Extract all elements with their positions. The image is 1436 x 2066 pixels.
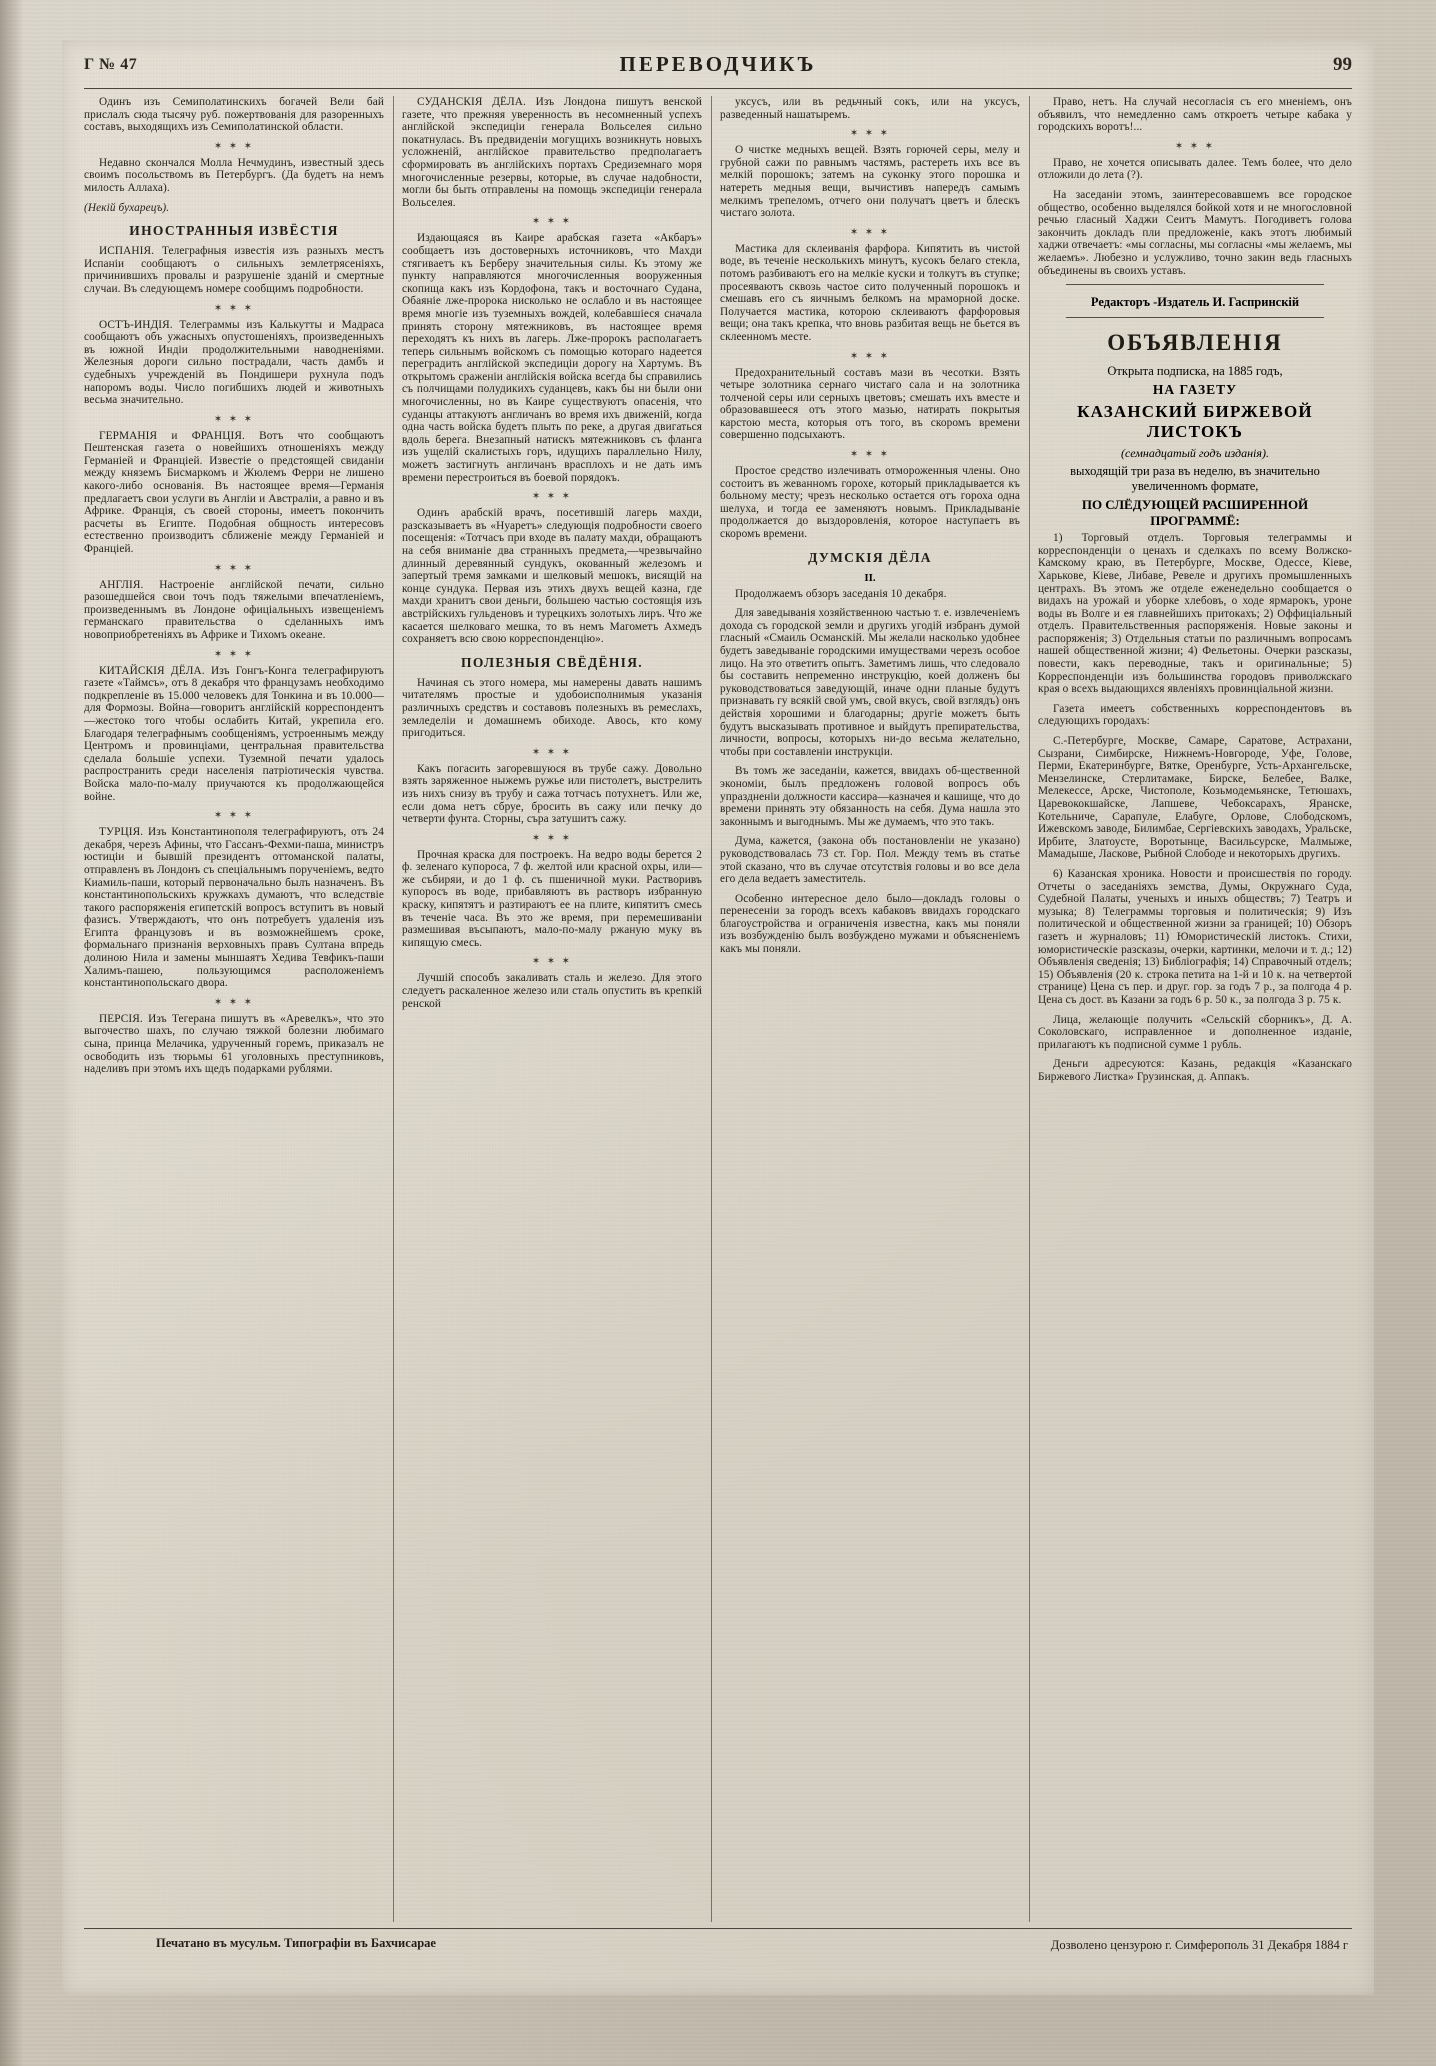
advertised-newspaper-title: КАЗАНСКИЙ БИРЖЕВОЙ ЛИСТОКЪ: [1077, 402, 1313, 442]
article-paragraph: ИСПАНІЯ. Телеграфныя известія изъ разныхъ местъ Испаніи сообщаютъ о сильныхъ землетрясеніяхъ, причинившихъ провалы и разрушеніе зданій и смертные случаи. Въ следующемъ номере сообщимъ подробности.: [84, 245, 384, 295]
advert-paragraph: Газета имеетъ собственныхъ корреспондентовъ въ следующихъ городахъ:: [1038, 702, 1352, 728]
editor-publisher-line: Редакторъ -Издатель И. Гаспринскій: [1090, 295, 1300, 310]
publication-year-note: (семнадцатый годъ изданія).: [1121, 446, 1269, 461]
columns-container: [84, 96, 1352, 1922]
advert-address: Деньги адресуются: Казань, редакція «Казанскаго Биржевого Листка» Грузинская, д. Аппакъ.: [1038, 1058, 1352, 1083]
ornament-stars: ✶ ✶ ✶: [213, 562, 255, 574]
advert-paragraph: 1) Торговый отделъ. Торговыя телеграммы и корреспонденціи о ценахъ и сделкахъ по всему Волжско-Камскому краю, въ Петербурге, Москве, Одессе, Кіеве, Харькове, Кіеве, Либаве, Ревеле и другихъ промышленныхъ центрахъ. Въ этомъ же отделе еженедельно сообщается о видахъ на урожай и уборке хлебовъ, о ходе ярмарокъ, уроне воды въ Волге и ея главнейшихъ притокахъ; 2) Оффиціальный отделъ. Правительственныя распоряженія. Новые законы и распоряженія; 3) Отдельныя статьи по различнымъ вопросамъ нашей общественной жизни; 4) Фельетоны. Очерки разсказы, повести, какъ переводные, такъ и оригинальные; 5) Корреспонденціи изъ большинства городовъ приволжскаго края о всехъ выдающихся явленіяхъ провинціальной жизни.: [1038, 532, 1352, 696]
advert-paragraph: Лица, желающіе получить «Сельскій сборникъ», Д. А. Соколовскаго, исправленное и дополненное изданіе, прилагаютъ къ подписной сумме 1 рубль.: [1038, 1013, 1352, 1051]
printing-house-note: Печатано въ мусульм. Типографіи въ Бахчисарае: [156, 1936, 436, 1950]
column-divider: [1029, 96, 1030, 1922]
article-paragraph: Мастика для склеиванія фарфора. Кипятить въ чистой воде, въ теченіе несколькихъ минутъ, кусокъ белаго стекла, потомъ разбиваютъ его на мелкіе куски и толкутъ въ ступке; просеяваютъ сквозь частое сито полученный порошокъ и смешавъ его съ яичнымъ белкомъ на мраморной доске. Получается мастика, которою склеиваютъ фарфоровыя вещи; она такъ крепка, что вновь разбитая вещь не бьется въ склеенномъ месте.: [720, 242, 1020, 343]
issue-number: Г № 47: [84, 56, 138, 73]
article-paragraph: Простое средство излечивать отмороженныя члены. Оно состоитъ въ жеванномъ горохе, который прикладывается къ больному месту; чрезъ несколько остается отъ гороха одна шелуха, и тогда ее заменяютъ новымъ. Прикладываніе продолжается до выздоровленія, которое наступаетъ въ скоромъ времени.: [720, 465, 1020, 541]
article-paragraph: КИТАЙСКІЯ ДЁЛА. Изъ Гонгъ-Конга телеграфируютъ газете «Таймсъ», отъ 8 декабря что французамъ необходимо подкрепленіе въ 15.000 человекъ для Тонкина и въ 10.000—для Формозы. Война—говоритъ англійскій корреспондентъ—жестоко того чтобы ослабить Китай, укрепила его. Благодаря телеграфнымъ сообщеніямъ, устроеннымъ между Центромъ и провинціами, центральная правительства сделала большіе успехи. Туземной печати удалось распространить среди населенія патріотическія чувства. Войска мало-по-малу приучаются къ продолжающейся войне.: [84, 664, 384, 803]
column-2: [402, 96, 702, 1922]
article-paragraph: Продолжаемъ обзоръ заседанія 10 декабря.: [735, 587, 947, 600]
ornament-stars: ✶ ✶ ✶: [531, 216, 573, 228]
article-paragraph: Издающаяся въ Каире арабская газета «Акбаръ» сообщаетъ изъ достоверныхъ источниковъ, что Махди стягиваетъ къ Берберу значительныя силы. Къ этому же пункту направляются многочисленныя вооруженныя скопища какъ изъ Кордофона, такъ и восточнаго Судана, Обаяніе лже-пророка нисколько не ослабло и въ настоящее время многіе изъ туземныхъ вождей, колебавшіеся сначала принять сторону мятежниковъ, въ настоящее время переходятъ къ нихъ въ лагерь. Лже-пророкъ располагаетъ теперь сильнымъ войскомъ съ помощью котораго надеется переградить англійской экспедиціи дорогу на Хартумъ. Въ открытомъ сраженіи англійскія войска всегда бы справились съ полчищами полудикихъ суданцевъ, какъ бы ни были они многочисленны, но въ Каире существуютъ опасенія, что суданцы аттакуютъ англичанъ во время ихъ движеній, когда одна часть войска будетъ плыть по реке, а другая двигаться вдоль берега. Внезапный натискъ мятежниковъ съ фланга изъ ущелій скалистыхъ горъ, идущихъ параллельно Нилу, можетъ застигнуть англичанъ врасплохъ и не дать имъ времени перестроиться въ боевой порядокъ.: [402, 232, 702, 484]
masthead: [84, 52, 1352, 86]
section-heading-duma-affairs: ДУМСКІЯ ДЁЛА: [808, 549, 932, 565]
column-divider: [711, 96, 712, 1922]
article-paragraph: ТУРЦІЯ. Изъ Константинополя телеграфируютъ, отъ 24 декабря, черезъ Афины, что Гассанъ-Фехми-паша, министръ юстиціи и бывшій президентъ оттоманской палаты, отправленъ въ Лондонъ съ спеціальнымъ порученіемъ, ведто Киамиль-паши, который первоначально былъ назначенъ. Въ константинопольскихъ кружкахъ думаютъ, что вследствіе такого распоряженія египетскій вопросъ вступитъ въ новый фазисъ. Утверждаютъ, что онъ потребуетъ удаленія изъ Египта французовъ и въ возможнейшемъ сроке, формальнаго признанія верховныхъ правъ Султана впредь долиною Нила и замены мыншаятъ Хедива Тевфикъ-паши Халимъ-пашею, пользующимся расположеніемъ константинопольскаго двора.: [84, 826, 384, 990]
ornament-stars: ✶ ✶ ✶: [849, 449, 891, 461]
advert-paragraph: 6) Казанская хроника. Новости и происшествія по городу. Отчеты о заседаніяхъ земства, Думы, Окружнаго Суда, Судебной Палаты, ученыхъ и иныхъ обществъ; 7) Театръ и музыка; 8) Телеграммы торговыя и политическія; 9) Изъ политической и общественной жизни за границей; 10) Обзоръ газетъ и журналовъ; 11) Юмористическій листокъ. Стихи, юмористическіе разсказы, очерки, картинки, мелочи и т. д.; 12) Объявленія сведенія; 13) Библіографія; 14) Справочный отделъ; 15) Объявленія (20 к. строка петита на 1-й и 10 к. на четвертой странице) Цена съ пер. и друг. гор. за годъ 7 р., за полгода 4 р. Цена съ дост. въ Казани за годъ 6 р. 50 к., за полгода 3 р. 75 к.: [1038, 867, 1352, 1006]
article-paragraph: Особенно интересное дело было—докладъ головы о перенесеніи за городъ всехъ кабаковъ ввидахъ городскаго благоустройства и ограниченія известна, какъ мы поняли изъ возбужденію былъ возбуждено мужами и объясненіемъ какъ мы поняли.: [720, 892, 1020, 956]
newspaper-title: ПЕРЕВОДЧИКЪ: [619, 52, 817, 76]
ornament-stars: ✶ ✶ ✶: [531, 832, 573, 844]
article-paragraph: На заседаніи этомъ, заинтересовавшемъ все городское общество, особенно выделялся бойкой хотя и не многословной речью гласный Хаджи Сеитъ Мамутъ. Погодиветъ голова закончить докладъ пли предложеніе, какъ этотъ любимый хаджи отвечаетъ: «мы согласны, мы согласны «мы желаемъ, мы желаемъ». Любезно и услужливо, точно закин ведь гласныхъ объединены въ своихъ уставъ.: [1038, 188, 1352, 277]
ornament-stars: ✶ ✶ ✶: [213, 302, 255, 314]
article-paragraph: Въ томъ же заседаніи, кажется, ввидахъ об-щественной экономіи, былъ предложенъ головой вопросъ объ упраздненіи должности кассира—казначея и кашище, что до времени принять эту обязанность на себя. Дума нашла это законнымъ и выгоднымъ. Мы же думаемъ, что это такъ.: [720, 765, 1020, 828]
ornament-stars: ✶ ✶ ✶: [213, 140, 255, 152]
article-paragraph: Предохранительный составъ мази въ чесотки. Взять четыре золотника сернаго чистаго сала и на золотника толченой серы или серныхъ цветовъ; смешать ихъ вместе и образовавшееся отъ этого мазью, натирать покрытыя карстою места, которыя отъ того, въ скоромъ времени совершенно подсыхаютъ.: [720, 366, 1020, 442]
section-heading-useful-info: ПОЛЕЗНЫЯ СВЁДЁНІЯ.: [461, 654, 643, 670]
ornament-stars: ✶ ✶ ✶: [849, 226, 891, 238]
frequency-note: выходящій три раза въ неделю, въ значительно увеличенномъ формате,: [1070, 464, 1320, 494]
column-4: [1038, 96, 1352, 1922]
footer-rule: [84, 1928, 1352, 1929]
subscription-line: Открыта подписка, на 1885 годъ,: [1107, 364, 1283, 379]
article-paragraph: Для заведыванія хозяйственною частью т. е. извлеченіемъ дохода съ городской земли и другихъ угодій избранъ думой гласный «Смаиль Османскій. Мы желали насколько удобнее будетъ заведываніе городскими имуществами черезъ особое лицо. На это ответитъ опытъ. Заметимъ лишь, что следовало бы составить непременно инструкцію, коей долженъ бы руководствоваться заведующій, иначе одни планые будутъ признавать гу всякій свой умъ, свой вкусъ, свой взглядъ) онъ действія хорошими и благодарны; другіе можетъ быть будутъ высказывать противное и выйдутъ препирательства, личности, вопросы, которыхъ ни-до весьма желательно, чтобы при составленіи инструкціи.: [720, 607, 1020, 758]
ornament-stars: ✶ ✶ ✶: [213, 996, 255, 1008]
section-heading-foreign-news: ИНОСТРАННЫЯ ИЗВЁСТІЯ: [129, 223, 339, 239]
article-paragraph: Прочная краска для построекъ. На ведро воды берется 2 ф. зеленаго купороса, 7 ф. желтой или красной охры, или—же събиряи, и до 1 ф. съ пшеничной муки. Растворивъ купоросъ въ воде, прибавляютъ въ растворъ избранную краску, кипятятъ и разтираютъ ее на плите, кипятитъ смесь въ теченіе часа. Въ это же время, при перемешиваніи размешивая въсыпаютъ, мало-по-малу ржаную муку въ кипящую смесь.: [402, 848, 702, 949]
page-edge: [0, 0, 24, 2066]
column-divider: [393, 96, 394, 1922]
article-paragraph: ГЕРМАНІЯ и ФРАНЦІЯ. Вотъ что сообщаютъ Пештенская газета о новейшихъ отношеніяхъ между Германіей и Франціей. Известіе о предстоящей свиданіи между княземъ Бисмаркомъ и Жюлемъ Ферри не лишено какого-либо основанія. Въ настоящее время—Германія предлагаетъ свои услуги въ Англіи и Австраліи, а равно и въ Африке. Франція, съ своей стороны, имеетъ покончить расчеты въ Египте. Подобная общность интересовъ естественно производитъ сближеніе между Германіей и Франціей.: [84, 429, 384, 556]
ornament-stars: ✶ ✶ ✶: [849, 350, 891, 362]
header-rule: [84, 88, 1352, 89]
article-paragraph: Какъ погасить загоревшуюся въ трубе сажу. Довольно взять заряженное ныжемъ ружье или пистолетъ, выстрелить изъ нихъ снизу въ трубу и сажа тотчасъ потухнетъ. Или же, если дома нетъ сбруе, бросить въ сажу или печку до четверти фунта. Сторны, съра затушитъ сажу.: [402, 762, 702, 826]
for-newspaper-label: НА ГАЗЕТУ: [1152, 382, 1238, 398]
ornament-stars: ✶ ✶ ✶: [213, 648, 255, 660]
section-part-number: II.: [864, 571, 876, 584]
divider: [1066, 317, 1324, 318]
footer: [84, 1936, 1352, 1976]
article-paragraph: О чистке медныхъ вещей. Взять горючей серы, мелу и грубной сажи по равнымъ частямъ, растереть ихъ все въ мелкій порошокъ; затемъ на суконку этого порошка и натереть медныя вещи, вычистивъ напередъ самымъ мелкимъ трепеломъ, отчего они получатъ цветъ и блескъ чистаго золота.: [720, 144, 1020, 220]
article-paragraph: Одинъ арабскій врачъ, посетившій лагерь махди, разсказываетъ въ «Нуаретъ» следующія подробности своего посещенія: «Тотчасъ при входе въ палату махди, обращаютъ на себя вниманіе два странныхъ предмета,—чрезвычайно длинный деревянный сундукъ, окованный железомъ и запертый тремя замками и шелковый мешокъ, висящій на конце сундука. Первая изъ этихъ двухъ вещей казна, где махди хранитъ свои деньги, большею частью состоящія изъ австрійскихъ гульденовъ и турецкихъ золотыхъ лиръ. Что же касается шелковаго мешка, то въ немъ Магометъ Ахмедъ сохраняетъ всю свою корреспонденцію».: [402, 507, 702, 646]
article-paragraph: Одинъ изъ Семиполатинскихъ богачей Вели бай прислалъ сюда тысячу руб. пожертвованія для разоренныхъ составъ, выходящихъ изъ Семиполатинской области.: [84, 96, 384, 134]
article-paragraph: Недавно скончался Молла Нечмудинъ, известный здесь своимъ посольствомъ въ Петербургъ. (Да будетъ на немъ милость Аллаха).: [84, 156, 384, 194]
article-paragraph: СУДАНСКІЯ ДЁЛА. Изъ Лондона пишутъ венской газете, что прежняя уверенность въ несомненный успехъ англійской экспедиціи генерала Вольселея сильно покатнулась. Въ предвиденіи могущихъ возникнуть новыхъ усложненій, англійское правительство предполагаетъ сформировать въ англійскихъ портахъ Средиземнаго моря многочисленные резервы, которые, въ случае надобности, могли бы быть отправлены на помощь экспедиціи генерала Вольселея.: [402, 96, 702, 209]
advertisements-heading: ОБЪЯВЛЕНІЯ: [1107, 330, 1283, 356]
ornament-stars: ✶ ✶ ✶: [531, 956, 573, 968]
column-3: [720, 96, 1020, 1922]
article-signature: (Некій бухарецъ).: [84, 201, 170, 214]
ornament-stars: ✶ ✶ ✶: [1174, 140, 1216, 152]
article-paragraph: ПЕРСІЯ. Изъ Тегерана пишутъ въ «Аревелкъ», что это выгочество шахъ, по случаю тяжкой болезни любимаго сына, принца Мелачика, удрученный горемъ, приказалъ не освободить изъ тюрьмы 61 уголовныхъ преступниковъ, наделивъ при этомъ ихъ щедъ подарками рублями.: [84, 1012, 384, 1076]
programme-heading: ПО СЛЁДУЮЩЕЙ РАСШИРЕННОЙ ПРОГРАММЁ:: [1081, 497, 1309, 529]
ornament-stars: ✶ ✶ ✶: [213, 810, 255, 822]
ornament-stars: ✶ ✶ ✶: [531, 491, 573, 503]
article-paragraph: Начиная съ этого номера, мы намерены давать нашимъ читателямъ простые и удобоисполнимыя указанія различныхъ средствъ и составовъ полезныхъ въ ремеслахъ, земледеліи и домашнемъ обиходе. Авось, кто кому пригодиться.: [402, 676, 702, 740]
article-paragraph: Лучшій способъ закаливать сталь и железо. Для этого следуетъ раскаленное железо или сталь опустить въ крепкій ренской: [402, 972, 702, 1010]
ornament-stars: ✶ ✶ ✶: [531, 746, 573, 758]
ornament-stars: ✶ ✶ ✶: [849, 128, 891, 140]
article-paragraph: Дума, кажется, (закона объ постановленіи не указано) руководствовалась 73 ст. Гор. Пол. Между темъ въ статье этой сказано, что въ случае отсутствія головы и во все дела его дела ведаетъ заместитель.: [720, 835, 1020, 886]
article-paragraph: уксусъ, или въ редьчный сокъ, или на уксусъ, разведенный нашатыремъ.: [720, 96, 1020, 121]
correspondent-cities: С.-Петербурге, Москве, Самаре, Саратове, Астрахани, Сызрани, Симбирске, Нижнемъ-Новгороде, Уфе, Голове, Перми, Екатеринбурге, Вятке, Оренбурге, Усть-Архангельске, Мензелинске, Стерлитамаке, Бирске, Белебее, Валке, Мелекессе, Арске, Чистополе, Козьмодемьянске, Тетюшахъ, Царевококшайске, Лапшеве, Чебоксарахъ, Яранске, Котельниче, Сарапуле, Елабуге, Орлове, Слободскомъ, Ижевскомъ заводе, Билимбае, Сергіевскихъ заводахъ, Уральске, Ирбите, Златоусте, Воротынце, Васильсурске, Малмыже, Мамадыше, Ласкове, Рыбной Слободе и некоторыхъ другихъ.: [1038, 735, 1352, 861]
censor-permission-note: Дозволено цензурою г. Симферополь 31 Декабря 1884 г: [1050, 1938, 1348, 1952]
article-paragraph: ОСТЪ-ИНДІЯ. Телеграммы изъ Калькутты и Мадраса сообщаютъ объ ужасныхъ опустошеніяхъ, произведенныхъ въ южной Индіи продолжительными наводненіями. Железныя дороги сильно пострадали, часть дамбъ и судебныхъ учрежденій въ Пондишери рухнула подъ напоромъ воды. Число погибшихъ людей и животныхъ весьма значительно.: [84, 318, 384, 407]
article-paragraph: Право, не хочется описывать далее. Темъ более, что дело отложили до лета (?).: [1038, 156, 1352, 182]
article-paragraph: Право, нетъ. На случай несогласія съ его мненіемъ, онъ объявилъ, что немедленно самъ откроетъ четыре кабака у городскихъ воротъ!...: [1038, 96, 1352, 134]
ornament-stars: ✶ ✶ ✶: [213, 413, 255, 425]
article-paragraph: АНГЛІЯ. Настроеніе англійской печати, сильно разошедшейся свои точъ подъ тяжелыми впечатленіемъ, произведеннымъ въ Лондоне офиціальныхъ извещеніемъ германскаго правительства о сделанныхъ имъ новоприобретеніяхъ въ Африке и Тихомъ океане.: [84, 578, 384, 641]
page-number: 99: [1333, 54, 1352, 75]
column-1: [84, 96, 384, 1922]
divider: [1066, 284, 1324, 285]
